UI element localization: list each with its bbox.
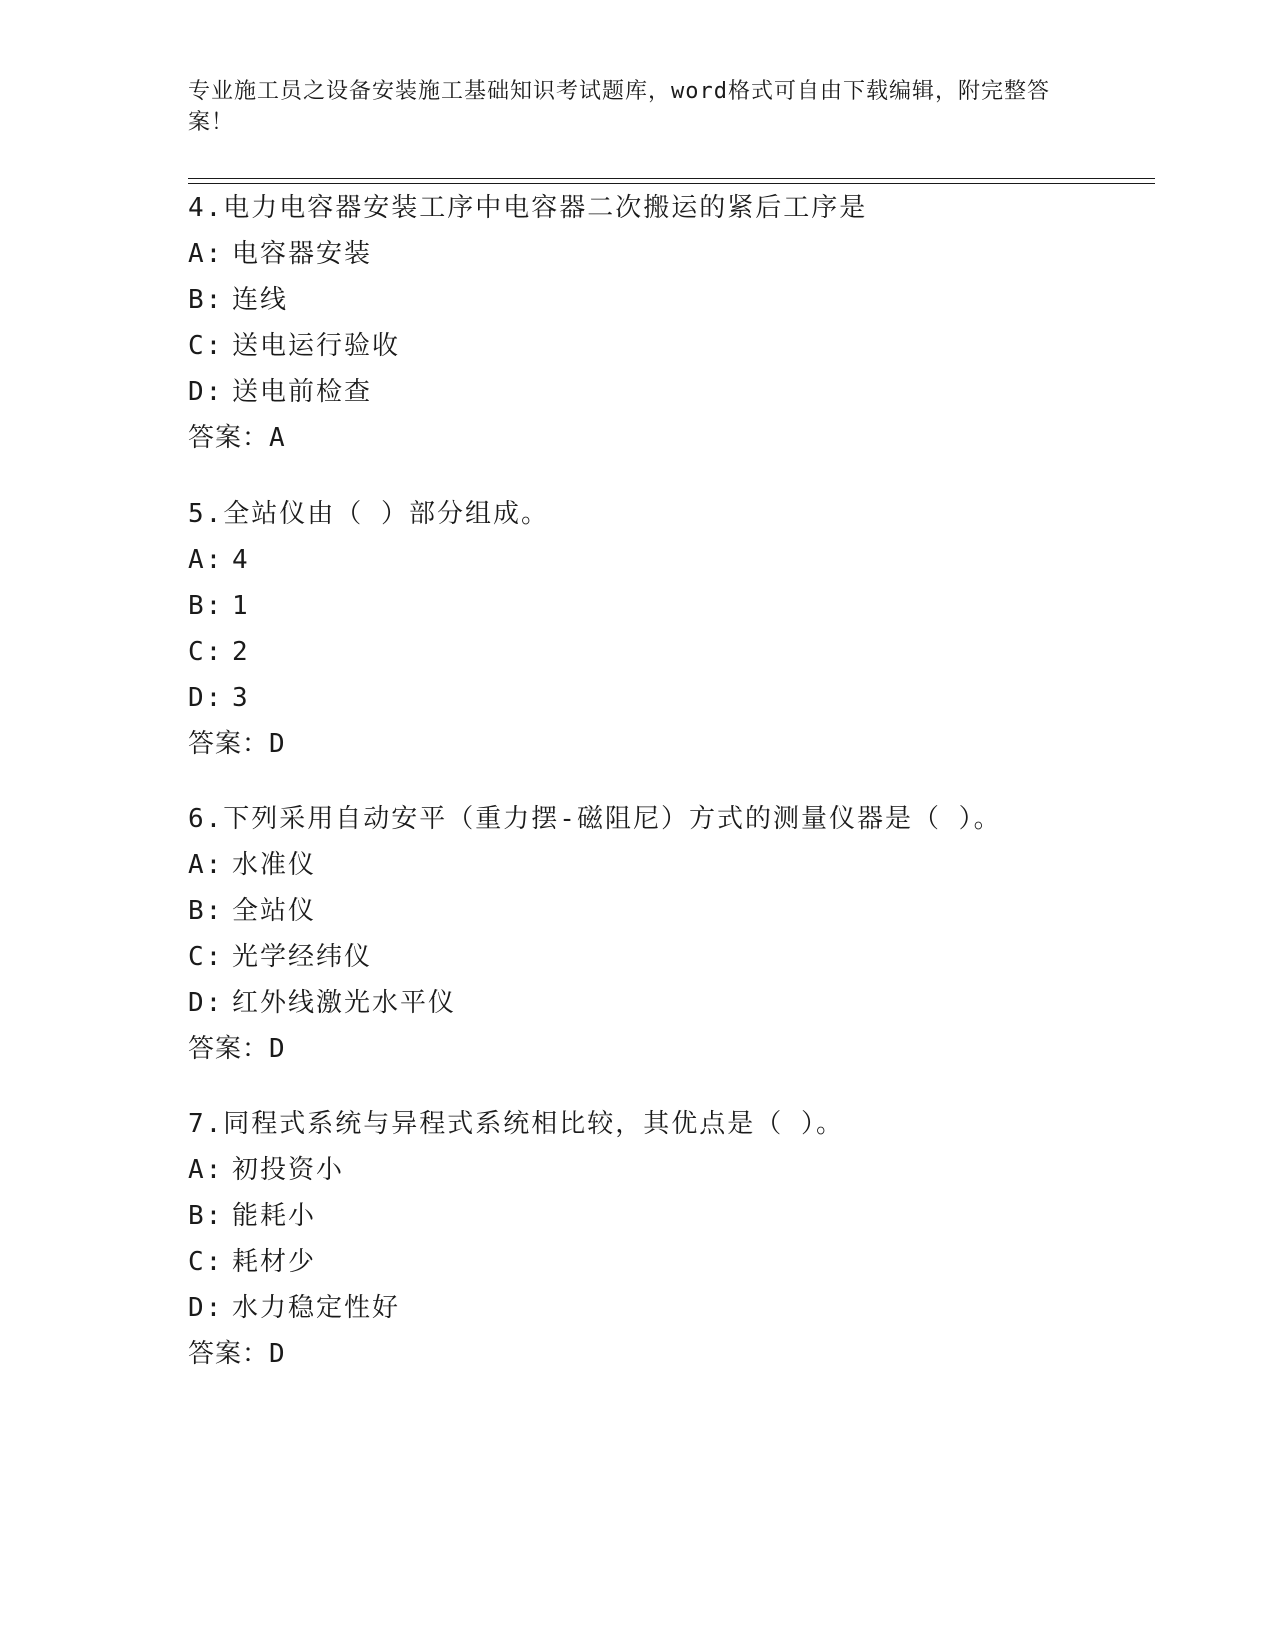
- answer-value: D: [269, 729, 286, 759]
- answer-value: A: [269, 423, 286, 453]
- option-c: [188, 1239, 1148, 1285]
- option-text: 2: [232, 637, 250, 667]
- option-text: 连线: [232, 285, 289, 315]
- question-title: 6.下列采用自动安平（重力摆-磁阻尼）方式的测量仪器是（ ）。: [188, 804, 1002, 834]
- option-text: 电容器安装: [232, 239, 373, 269]
- option-letter: D:: [188, 377, 224, 407]
- question-title: 7.同程式系统与异程式系统相比较，其优点是（ ）。: [188, 1109, 844, 1139]
- option-text: 全站仪: [232, 896, 317, 926]
- option-letter: C:: [188, 942, 224, 972]
- option-c: [188, 323, 1148, 369]
- option-text: 初投资小: [232, 1155, 345, 1185]
- answer-label: 答案：: [188, 1034, 270, 1064]
- option-letter: D:: [188, 988, 224, 1018]
- question-5: [188, 492, 1148, 767]
- question-title: 4.电力电容器安装工序中电容器二次搬运的紧后工序是: [188, 193, 868, 223]
- option-letter: A:: [188, 1155, 224, 1185]
- option-letter: B:: [188, 896, 224, 926]
- option-b: [188, 277, 1148, 323]
- answer-label: 答案：: [188, 423, 270, 453]
- option-letter: B:: [188, 591, 224, 621]
- option-letter: C:: [188, 331, 224, 361]
- answer-value: D: [269, 1034, 286, 1064]
- option-text: 光学经纬仪: [232, 942, 373, 972]
- option-letter: C:: [188, 1247, 224, 1277]
- option-text: 红外线激光水平仪: [232, 988, 457, 1018]
- option-d: [188, 675, 1148, 721]
- option-a: [188, 842, 1148, 888]
- option-text: 水力稳定性好: [232, 1293, 401, 1323]
- question-6: [188, 797, 1148, 1072]
- option-letter: D:: [188, 683, 224, 713]
- option-letter: A:: [188, 239, 224, 269]
- option-d: [188, 1285, 1148, 1331]
- option-text: 水准仪: [232, 850, 317, 880]
- option-a: [188, 1147, 1148, 1193]
- option-d: [188, 369, 1148, 415]
- option-text: 送电前检查: [232, 377, 373, 407]
- answer-line: [188, 415, 1148, 461]
- document-header: 专业施工员之设备安装施工基础知识考试题库，word格式可自由下载编辑，附完整答案！: [188, 79, 1050, 135]
- option-text: 3: [232, 683, 250, 713]
- option-text: 能耗小: [232, 1201, 317, 1231]
- question-4: [188, 186, 1148, 461]
- option-text: 耗材少: [232, 1247, 317, 1277]
- answer-line: [188, 1331, 1148, 1377]
- answer-label: 答案：: [188, 1339, 270, 1369]
- answer-label: 答案：: [188, 729, 270, 759]
- header-divider-bottom: [188, 183, 1155, 184]
- option-c: [188, 934, 1148, 980]
- option-b: [188, 888, 1148, 934]
- answer-line: [188, 1026, 1148, 1072]
- option-letter: C:: [188, 637, 224, 667]
- option-a: [188, 537, 1148, 583]
- option-letter: A:: [188, 545, 224, 575]
- option-c: [188, 629, 1148, 675]
- option-b: [188, 1193, 1148, 1239]
- option-text: 1: [232, 591, 250, 621]
- answer-line: [188, 721, 1148, 767]
- option-d: [188, 980, 1148, 1026]
- answer-value: D: [269, 1339, 286, 1369]
- option-letter: B:: [188, 285, 224, 315]
- header-divider-top: [188, 178, 1155, 179]
- option-text: 送电运行验收: [232, 331, 401, 361]
- option-a: [188, 231, 1148, 277]
- option-letter: A:: [188, 850, 224, 880]
- option-b: [188, 583, 1148, 629]
- option-text: 4: [232, 545, 250, 575]
- option-letter: B:: [188, 1201, 224, 1231]
- option-letter: D:: [188, 1293, 224, 1323]
- question-7: [188, 1102, 1148, 1377]
- question-title: 5.全站仪由（ ）部分组成。: [188, 499, 549, 529]
